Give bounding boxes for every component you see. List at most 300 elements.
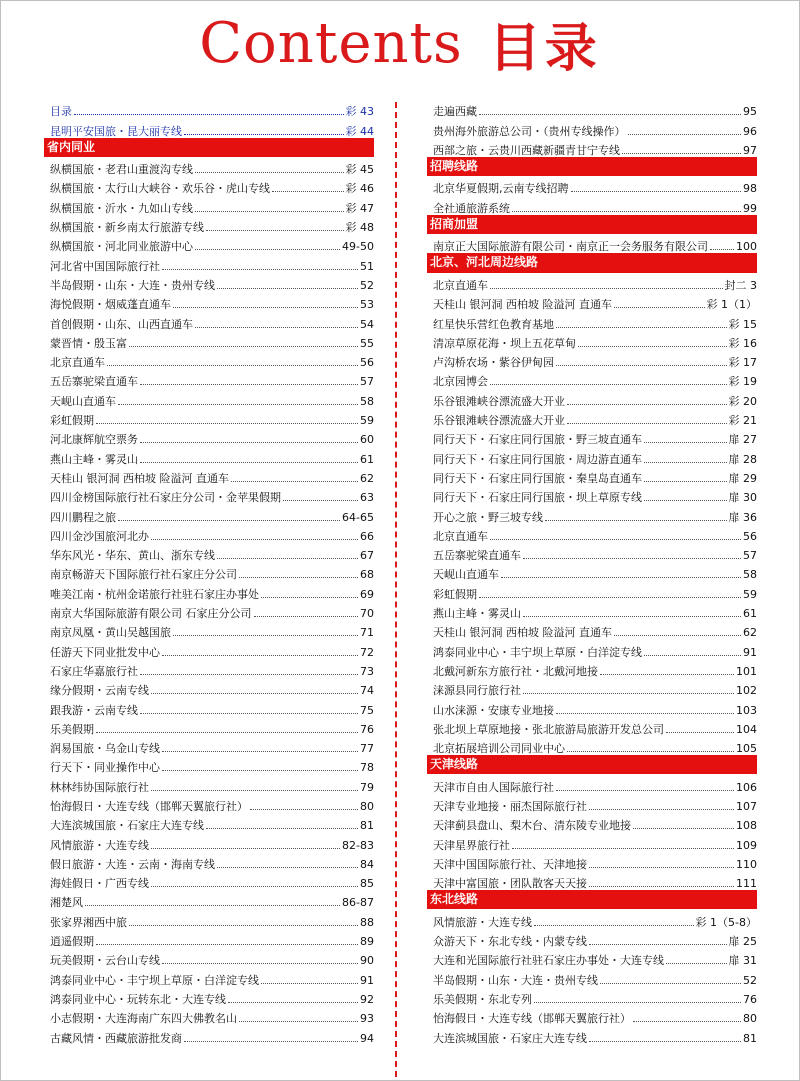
dot-leader	[151, 790, 358, 791]
entry-title: 同行天下・石家庄同行国旅・坝上草原专线	[433, 491, 642, 505]
entry-title: 涞源县同行旅行社	[433, 684, 521, 698]
toc-entry[interactable]	[44, 697, 374, 716]
entry-title: 纵横国旅・沂水・九如山专线	[50, 201, 193, 215]
entry-page-number: 73	[360, 664, 374, 678]
toc-entry[interactable]	[44, 234, 374, 253]
entry-page-number: 58	[743, 568, 757, 582]
toc-entry[interactable]	[44, 987, 374, 1006]
dot-leader	[162, 963, 358, 964]
entry-page-number: 54	[360, 317, 374, 331]
entry-title: 行天下・同业操作中心	[50, 761, 160, 775]
entry-page-number: 彩 20	[728, 394, 757, 408]
toc-entry[interactable]	[427, 871, 757, 890]
right-column	[427, 99, 757, 1045]
entry-title: 半岛假期・山东・大连・贵州专线	[433, 973, 598, 987]
toc-entry[interactable]	[427, 659, 757, 678]
dot-leader	[614, 635, 741, 636]
toc-entry[interactable]	[44, 524, 374, 543]
entry-title: 天津中国国际旅行社、天津地接	[433, 857, 587, 871]
dot-leader	[162, 655, 358, 656]
toc-entry[interactable]	[427, 987, 757, 1006]
entry-title: 天津星界旅行社	[433, 838, 510, 852]
toc-entry[interactable]	[427, 736, 757, 755]
entry-title: 清凉草原花海・坝上五花草甸	[433, 336, 576, 350]
entry-page-number: 100	[736, 240, 757, 254]
entry-title: 润易国旅・乌金山专线	[50, 742, 160, 756]
section-header: 北京、河北周边线路	[427, 253, 757, 272]
toc-entry[interactable]	[427, 794, 757, 813]
toc-entry[interactable]	[44, 581, 374, 600]
dot-leader	[283, 500, 358, 501]
entry-page-number: 彩 44	[345, 124, 374, 138]
entry-title: 天桂山 银河洞 西柏坡 险溢河 直通车	[433, 298, 612, 312]
toc-entry[interactable]	[44, 813, 374, 832]
entry-page-number: 59	[743, 587, 757, 601]
dot-leader	[622, 153, 741, 154]
toc-entry[interactable]	[44, 562, 374, 581]
toc-entry[interactable]	[427, 408, 757, 427]
entry-title: 石家庄华嘉旅行社	[50, 664, 138, 678]
dot-leader	[151, 848, 340, 849]
toc-entry[interactable]	[44, 292, 374, 311]
dot-leader	[589, 1041, 741, 1042]
entry-page-number: 92	[360, 992, 374, 1006]
toc-entry[interactable]	[44, 273, 374, 292]
section-header: 天津线路	[427, 755, 757, 774]
toc-entry[interactable]	[44, 890, 374, 909]
dot-leader	[589, 809, 734, 810]
entry-page-number: 79	[360, 780, 374, 794]
dot-leader	[151, 693, 358, 694]
entry-page-number: 61	[743, 607, 757, 621]
entry-title: 张北坝上草原地接・张北旅游局旅游开发总公司	[433, 722, 664, 736]
entry-page-number: 111	[736, 877, 757, 891]
entry-title: 河北康辉航空票务	[50, 433, 138, 447]
entry-page-number: 扉 28	[728, 452, 757, 466]
entry-page-number: 52	[360, 278, 374, 292]
toc-entry[interactable]	[44, 909, 374, 928]
entry-title: 南京凤凰・黄山吴越国旅	[50, 626, 171, 640]
dot-leader	[206, 828, 358, 829]
dot-leader	[490, 288, 723, 289]
dot-leader	[162, 269, 358, 270]
entry-title: 贵州海外旅游总公司・（贵州专线操作）	[433, 124, 626, 138]
dot-leader	[118, 404, 358, 405]
toc-entry[interactable]	[44, 311, 374, 330]
entry-page-number: 彩 45	[345, 163, 374, 177]
dot-leader	[556, 327, 727, 328]
toc-entry[interactable]	[427, 774, 757, 793]
entry-title: 天岘山直通车	[433, 568, 499, 582]
entry-title: 乐谷银滩峡谷漂流盛大开业	[433, 414, 565, 428]
dot-leader	[600, 674, 734, 675]
toc-entry[interactable]	[427, 639, 757, 658]
toc-entry[interactable]	[44, 717, 374, 736]
dot-leader	[545, 520, 727, 521]
dot-leader	[261, 597, 358, 598]
toc-entry[interactable]	[44, 118, 374, 137]
entry-title: 纵横国旅・新乡南太行旅游专线	[50, 221, 204, 235]
dot-leader	[556, 713, 734, 714]
dot-leader	[140, 674, 358, 675]
toc-entry[interactable]	[44, 215, 374, 234]
dot-leader	[162, 770, 358, 771]
dot-leader	[589, 944, 727, 945]
toc-entry[interactable]	[44, 1006, 374, 1025]
dot-leader	[600, 983, 741, 984]
entry-title: 纵横国旅・河北同业旅游中心	[50, 240, 193, 254]
entry-page-number: 51	[360, 259, 374, 273]
toc-entry[interactable]	[44, 929, 374, 948]
entry-title: 南京正大国际旅游有限公司・南京正一会务服务有限公司	[433, 240, 708, 254]
entry-title: 卢沟桥农场・紫谷伊甸园	[433, 356, 554, 370]
toc-entry[interactable]	[44, 350, 374, 369]
entry-page-number: 74	[360, 684, 374, 698]
toc-entry[interactable]	[44, 253, 374, 272]
entry-page-number: 55	[360, 336, 374, 350]
section-header: 省内同业	[44, 138, 374, 157]
toc-entry[interactable]	[427, 427, 757, 446]
entry-page-number: 75	[360, 703, 374, 717]
toc-entry[interactable]	[427, 350, 757, 369]
entry-page-number: 84	[360, 857, 374, 871]
dot-leader	[184, 1041, 358, 1042]
entry-page-number: 67	[360, 549, 374, 563]
entry-page-number: 52	[743, 973, 757, 987]
entry-title: 燕山主峰・雾灵山	[433, 607, 521, 621]
toc-entry[interactable]	[427, 273, 757, 292]
entry-page-number: 91	[743, 645, 757, 659]
dot-leader	[118, 520, 340, 521]
entry-title: 跟我游・云南专线	[50, 703, 138, 717]
entry-title: 同行天下・石家庄同行国旅・野三坡直通车	[433, 433, 642, 447]
entry-title: 蒙晋情・殷玉富	[50, 336, 127, 350]
toc-entry[interactable]	[427, 543, 757, 562]
entry-title: 玩美假期・云台山专线	[50, 954, 160, 968]
left-column	[44, 99, 374, 1045]
entry-page-number: 93	[360, 1012, 374, 1026]
entry-title: 林林纬协国际旅行社	[50, 780, 149, 794]
dot-leader	[217, 288, 358, 289]
toc-entry[interactable]	[427, 813, 757, 832]
toc-entry[interactable]	[427, 234, 757, 253]
dot-leader	[567, 423, 727, 424]
toc-entry[interactable]	[44, 601, 374, 620]
toc-entry[interactable]	[44, 427, 374, 446]
dot-leader	[589, 886, 734, 887]
dot-leader	[644, 655, 741, 656]
toc-entry[interactable]	[44, 466, 374, 485]
entry-page-number: 彩 1（5-8）	[695, 915, 757, 929]
toc-entry[interactable]	[427, 967, 757, 986]
toc-entry[interactable]	[44, 774, 374, 793]
dot-leader	[173, 635, 358, 636]
dot-leader	[666, 732, 734, 733]
entry-page-number: 彩 17	[728, 356, 757, 370]
toc-entry[interactable]	[44, 195, 374, 214]
dot-leader	[231, 481, 358, 482]
dot-leader	[254, 616, 359, 617]
section-header: 招聘线路	[427, 157, 757, 176]
entry-title: 四川金榜国际旅行社石家庄分公司・金苹果假期	[50, 491, 281, 505]
entry-title: 同行天下・石家庄同行国旅・秦皇岛直通车	[433, 471, 642, 485]
toc-entry[interactable]	[44, 678, 374, 697]
toc-entry[interactable]	[427, 369, 757, 388]
entry-page-number: 扉 36	[728, 510, 757, 524]
entry-page-number: 扉 25	[728, 935, 757, 949]
dot-leader	[250, 809, 358, 810]
entry-page-number: 56	[743, 529, 757, 543]
toc-entry[interactable]	[427, 195, 757, 214]
entry-page-number: 89	[360, 935, 374, 949]
section-header: 招商加盟	[427, 215, 757, 234]
toc-entry[interactable]	[427, 601, 757, 620]
toc-entry[interactable]	[44, 639, 374, 658]
dot-leader	[479, 114, 741, 115]
entry-title: 乐美假期・东北专列	[433, 992, 532, 1006]
entry-page-number: 106	[736, 780, 757, 794]
entry-title: 五岳寨驼梁直通车	[50, 375, 138, 389]
toc-entry[interactable]	[427, 678, 757, 697]
entry-title: 乐谷银滩峡谷漂流盛大开业	[433, 394, 565, 408]
toc-entry[interactable]	[44, 485, 374, 504]
dot-leader	[140, 384, 358, 385]
entry-title: 纵横国旅・老君山重渡沟专线	[50, 163, 193, 177]
toc-entry[interactable]	[44, 504, 374, 523]
toc-entry[interactable]	[427, 485, 757, 504]
dot-leader	[140, 442, 358, 443]
dot-leader	[571, 191, 742, 192]
entry-page-number: 85	[360, 877, 374, 891]
toc-entry[interactable]	[44, 852, 374, 871]
entry-title: 怡海假日・大连专线（邯郸天翼旅行社）	[50, 799, 248, 813]
toc-entry[interactable]	[427, 466, 757, 485]
entry-title: 走遍西藏	[433, 105, 477, 119]
toc-entry[interactable]	[44, 99, 374, 118]
toc-entry[interactable]	[427, 388, 757, 407]
entry-page-number: 99	[743, 201, 757, 215]
entry-title: 同行天下・石家庄同行国旅・周边游直通车	[433, 452, 642, 466]
toc-entry[interactable]	[427, 292, 757, 311]
entry-title: 北京直通车	[433, 529, 488, 543]
entry-page-number: 扉 30	[728, 491, 757, 505]
toc-entry[interactable]	[427, 1006, 757, 1025]
dot-leader	[96, 944, 358, 945]
toc-entry[interactable]	[427, 948, 757, 967]
entry-title: 鸿泰同业中心・玩转东北・大连专线	[50, 992, 226, 1006]
dot-leader	[206, 230, 344, 231]
entry-page-number: 72	[360, 645, 374, 659]
toc-entry[interactable]	[44, 755, 374, 774]
dot-leader	[567, 751, 734, 752]
toc-entry[interactable]	[44, 620, 374, 639]
toc-entry[interactable]	[427, 99, 757, 118]
entry-title: 北京拓展培训公司同业中心	[433, 742, 565, 756]
toc-entry[interactable]	[427, 524, 757, 543]
entry-title: 逍遥假期	[50, 935, 94, 949]
dot-leader	[129, 925, 358, 926]
entry-title: 五岳寨驼梁直通车	[433, 549, 521, 563]
dot-leader	[151, 886, 358, 887]
entry-title: 假日旅游・大连・云南・海南专线	[50, 857, 215, 871]
dot-leader	[523, 558, 741, 559]
toc-entry[interactable]	[44, 871, 374, 890]
entry-title: 怡海假日・大连专线（邯郸天翼旅行社）	[433, 1012, 631, 1026]
dot-leader	[239, 577, 358, 578]
toc-entry[interactable]	[427, 311, 757, 330]
toc-entry[interactable]	[427, 176, 757, 195]
entry-page-number: 彩 43	[345, 105, 374, 119]
dot-leader	[74, 114, 344, 115]
entry-title: 缘分假期・云南专线	[50, 684, 149, 698]
entry-page-number: 88	[360, 915, 374, 929]
dot-leader	[184, 134, 344, 135]
entry-page-number: 81	[743, 1031, 757, 1045]
entry-page-number: 63	[360, 491, 374, 505]
entry-page-number: 80	[743, 1012, 757, 1026]
toc-entry[interactable]	[427, 697, 757, 716]
entry-title: 南京畅游天下国际旅行社石家庄分公司	[50, 568, 237, 582]
dot-leader	[151, 539, 358, 540]
entry-page-number: 77	[360, 742, 374, 756]
entry-page-number: 98	[743, 182, 757, 196]
entry-title: 纵横国旅・太行山大峡谷・欢乐谷・虎山专线	[50, 182, 270, 196]
toc-entry[interactable]	[427, 1025, 757, 1044]
entry-title: 小志假期・大连海南广东四大佛教名山	[50, 1012, 237, 1026]
column-divider	[395, 102, 397, 1077]
entry-title: 全社通旅游系统	[433, 201, 510, 215]
entry-title: 天岘山直通车	[50, 394, 116, 408]
entry-page-number: 62	[360, 471, 374, 485]
entry-title: 风情旅游・大连专线	[433, 915, 532, 929]
dot-leader	[261, 983, 358, 984]
entry-page-number: 69	[360, 587, 374, 601]
entry-page-number: 97	[743, 143, 757, 157]
entry-title: 海悦假期・烟威蓬直通车	[50, 298, 171, 312]
dot-leader	[162, 751, 358, 752]
entry-title: 张家界湘西中旅	[50, 915, 127, 929]
entry-title: 北戴河新东方旅行社・北戴河地接	[433, 664, 598, 678]
dot-leader	[512, 848, 734, 849]
entry-title: 天津蓟县盘山、梨木台、清东陵专业地接	[433, 819, 631, 833]
page-title	[0, 6, 800, 92]
dot-leader	[501, 577, 741, 578]
entry-page-number: 58	[360, 394, 374, 408]
entry-page-number: 107	[736, 799, 757, 813]
toc-entry[interactable]	[44, 446, 374, 465]
toc-entry[interactable]	[44, 832, 374, 851]
toc-entry[interactable]	[44, 948, 374, 967]
dot-leader	[578, 346, 727, 347]
entry-page-number: 彩 21	[728, 414, 757, 428]
entry-page-number: 56	[360, 356, 374, 370]
toc-entry[interactable]	[427, 832, 757, 851]
dot-leader	[129, 346, 358, 347]
dot-leader	[490, 539, 741, 540]
entry-title: 鸿泰同业中心・丰宁坝上草原・白洋淀专线	[50, 973, 259, 987]
entry-title: 天津专业地接・丽杰国际旅行社	[433, 799, 587, 813]
dot-leader	[710, 249, 734, 250]
entry-page-number: 91	[360, 973, 374, 987]
dot-leader	[217, 558, 358, 559]
entry-title: 乐美假期	[50, 722, 94, 736]
entry-page-number: 90	[360, 954, 374, 968]
entry-title: 任游天下同业批发中心	[50, 645, 160, 659]
entry-title: 众游天下・东北专线・内蒙专线	[433, 935, 587, 949]
dot-leader	[96, 732, 358, 733]
entry-title: 大连滨城国旅・石家庄大连专线	[433, 1031, 587, 1045]
toc-entry[interactable]	[44, 408, 374, 427]
toc-entry[interactable]	[44, 1025, 374, 1044]
toc-entry[interactable]	[427, 446, 757, 465]
toc-entry[interactable]	[427, 562, 757, 581]
dot-leader	[614, 307, 705, 308]
entry-page-number: 扉 27	[728, 433, 757, 447]
entry-title: 半岛假期・山东・大连・贵州专线	[50, 278, 215, 292]
toc-entry[interactable]	[44, 176, 374, 195]
toc-entry[interactable]	[44, 369, 374, 388]
entry-title: 唯美江南・杭州金诺旅行社驻石家庄办事处	[50, 587, 259, 601]
dot-leader	[239, 1021, 358, 1022]
toc-entry[interactable]	[427, 620, 757, 639]
dot-leader	[556, 790, 734, 791]
entry-title: 海娃假日・广西专线	[50, 877, 149, 891]
toc-entry[interactable]	[44, 794, 374, 813]
dot-leader	[173, 307, 358, 308]
entry-page-number: 封二 3	[724, 278, 757, 292]
dot-leader	[644, 500, 727, 501]
entry-page-number: 110	[736, 857, 757, 871]
dot-leader	[666, 963, 727, 964]
toc-entry[interactable]	[44, 736, 374, 755]
dot-leader	[217, 867, 358, 868]
entry-title: 古藏风情・西藏旅游批发商	[50, 1031, 182, 1045]
entry-page-number: 109	[736, 838, 757, 852]
entry-page-number: 57	[743, 549, 757, 563]
toc-entry[interactable]	[44, 388, 374, 407]
toc-entry[interactable]	[44, 659, 374, 678]
dot-leader	[195, 249, 340, 250]
dot-leader	[644, 462, 727, 463]
dot-leader	[195, 211, 344, 212]
toc-entry[interactable]	[44, 543, 374, 562]
toc-entry[interactable]	[427, 929, 757, 948]
entry-page-number: 彩 47	[345, 201, 374, 215]
entry-title: 南京大华国际旅游有限公司 石家庄分公司	[50, 607, 252, 621]
toc-entry[interactable]	[44, 331, 374, 350]
toc-entry[interactable]	[44, 967, 374, 986]
toc-entry[interactable]	[427, 581, 757, 600]
toc-entry[interactable]	[427, 331, 757, 350]
entry-page-number: 76	[743, 992, 757, 1006]
toc-entry[interactable]	[427, 909, 757, 928]
entry-title: 天桂山 银河洞 西柏坡 险溢河 直通车	[50, 471, 229, 485]
entry-page-number: 82-83	[342, 838, 374, 852]
toc-entry[interactable]	[427, 717, 757, 736]
dot-leader	[490, 384, 727, 385]
entry-page-number: 105	[736, 742, 757, 756]
toc-entry[interactable]	[427, 504, 757, 523]
entry-title: 风情旅游・大连专线	[50, 838, 149, 852]
toc-entry[interactable]	[427, 852, 757, 871]
toc-entry[interactable]	[44, 157, 374, 176]
entry-page-number: 彩 16	[728, 336, 757, 350]
entry-page-number: 60	[360, 433, 374, 447]
section-header: 东北线路	[427, 890, 757, 909]
toc-entry[interactable]	[427, 118, 757, 137]
dot-leader	[140, 462, 358, 463]
toc-entry[interactable]	[427, 138, 757, 157]
